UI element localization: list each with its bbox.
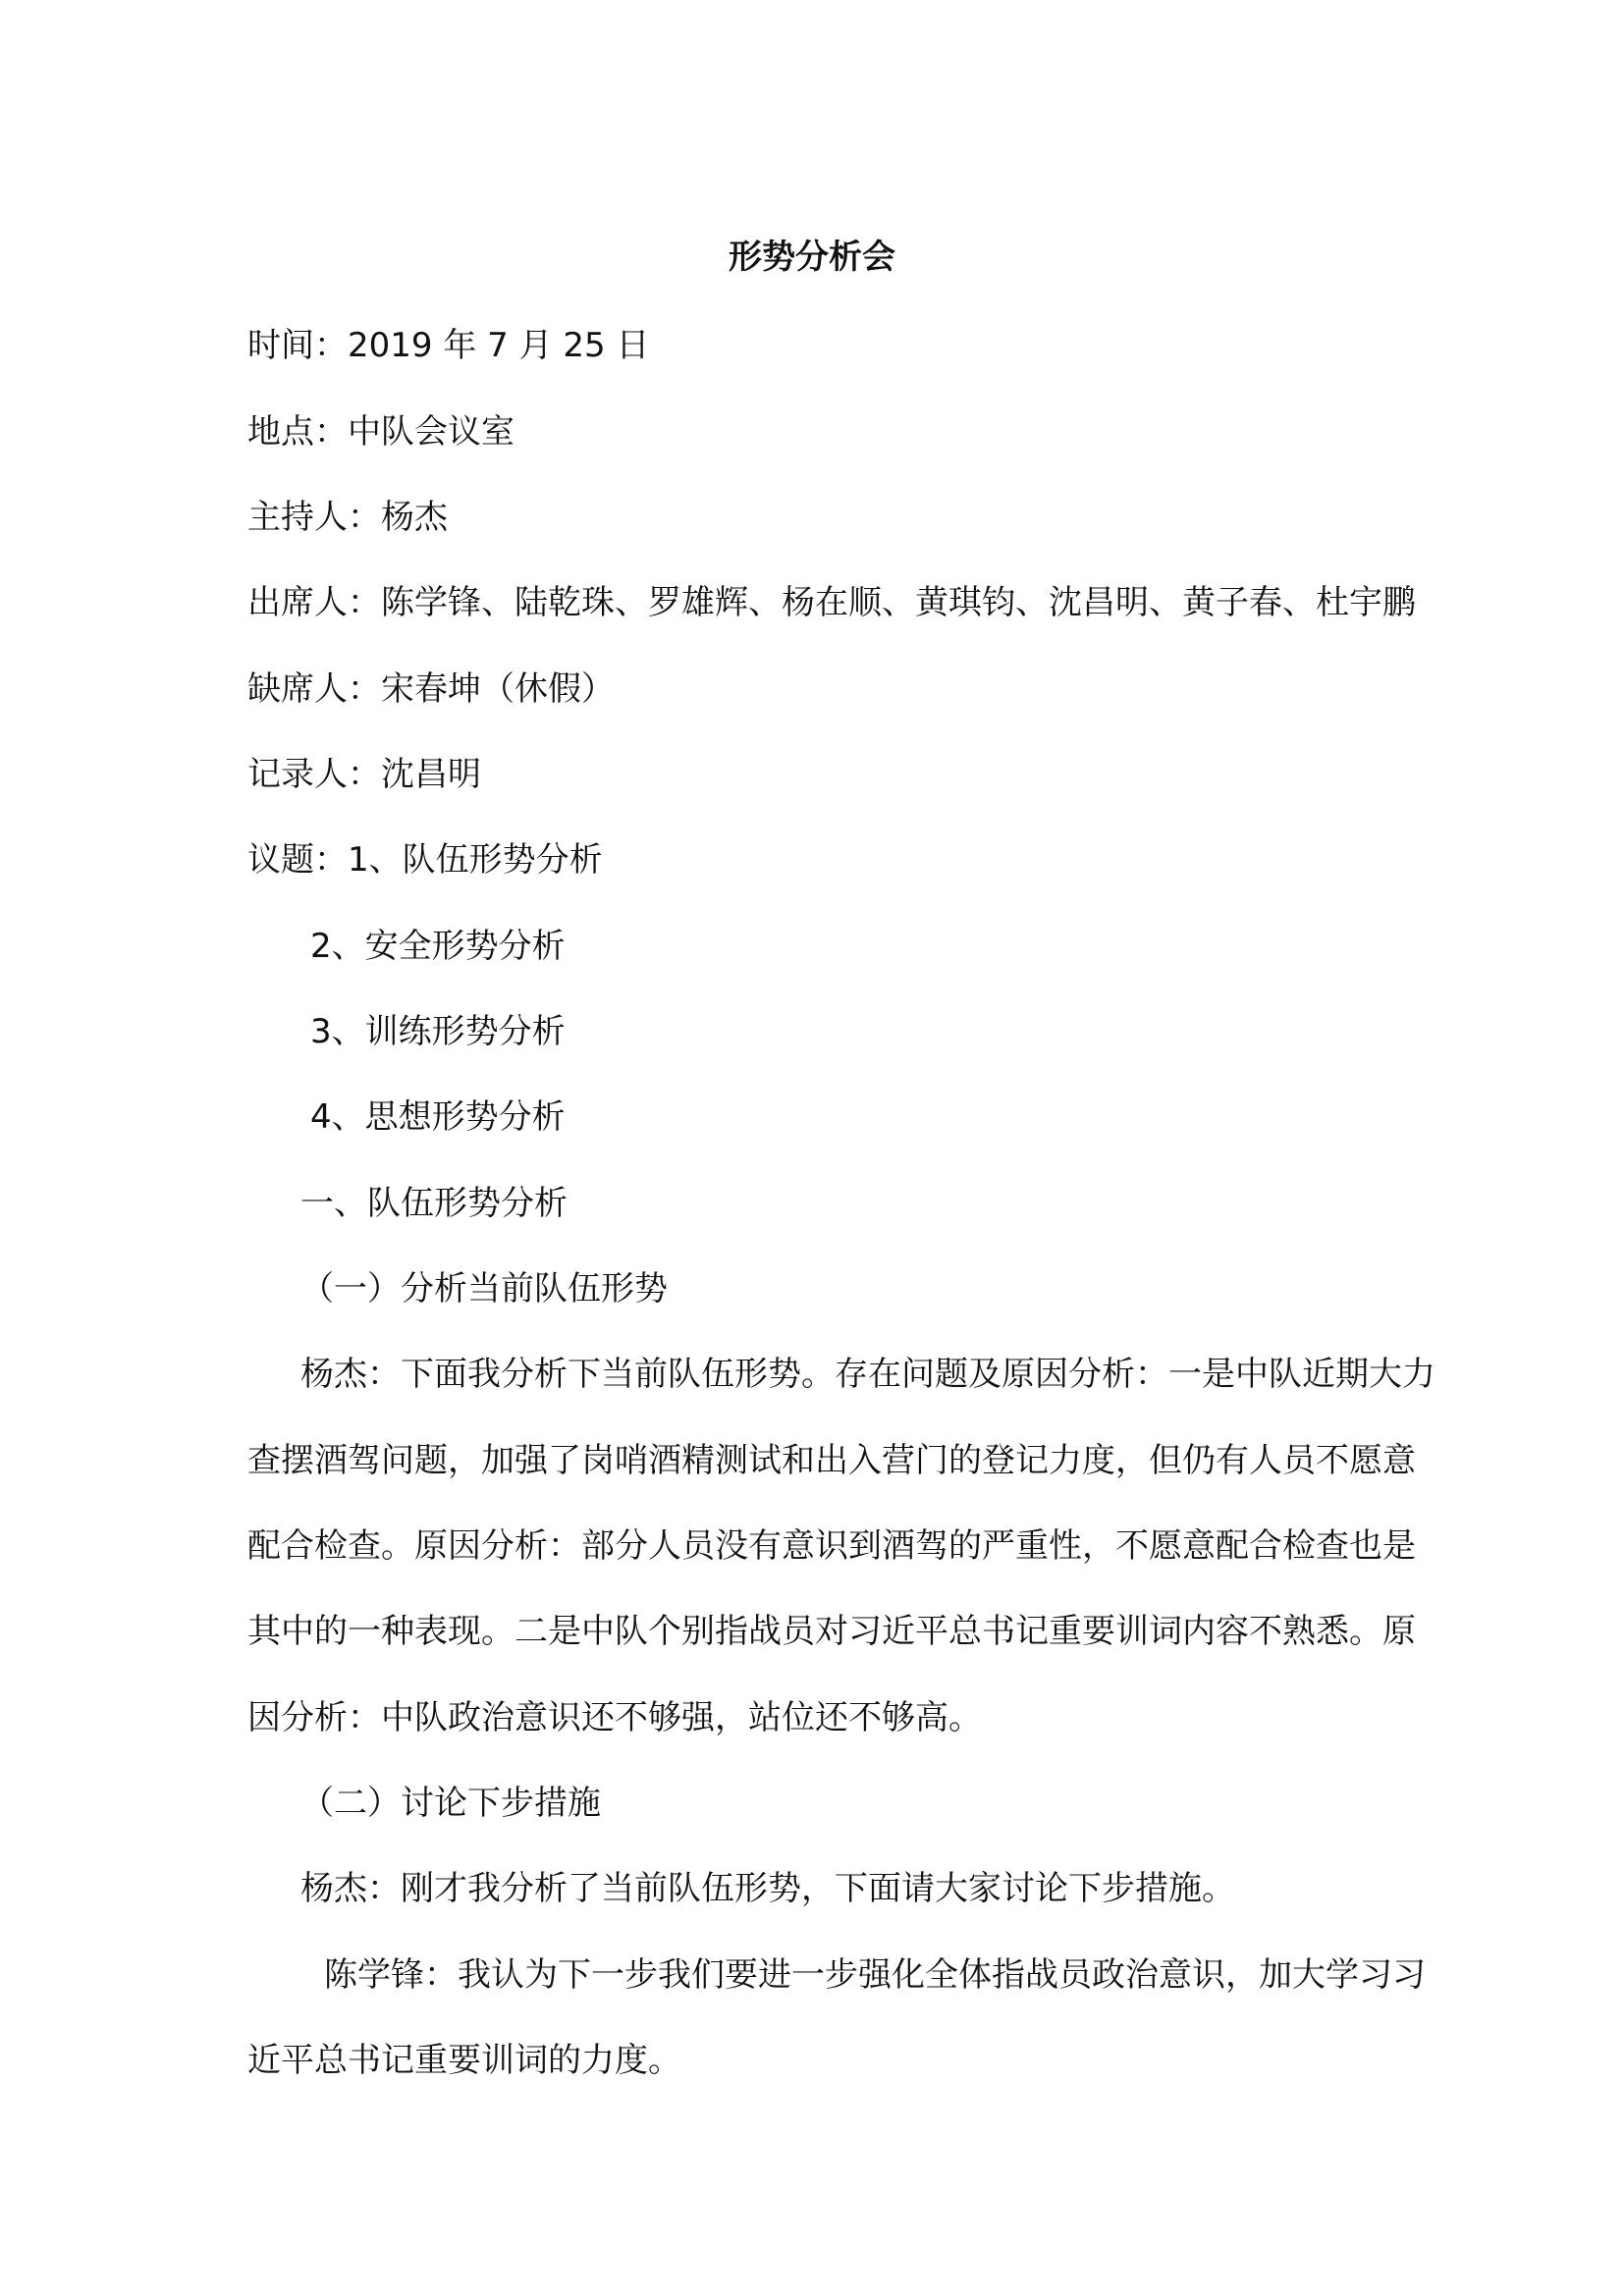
document-title: 形势分析会 (729, 238, 895, 277)
meeting-host: 主持人：杨杰 (247, 498, 448, 537)
paragraph-line: 配合检查。原因分析：部分人员没有意识到酒驾的严重性，不愿意配合检查也是 (247, 1526, 1416, 1566)
paragraph-line: 陈学锋：我认为下一步我们要进一步强化全体指战员政治意识，加大学习习 (324, 1955, 1426, 1995)
meeting-time: 时间：2019 年 7 月 25 日 (247, 326, 650, 365)
paragraph-line: 杨杰：下面我分析下当前队伍形势。存在问题及原因分析：一是中队近期大力 (300, 1355, 1435, 1394)
meeting-absent: 缺席人：宋春坤（休假） (247, 669, 615, 709)
subsection-heading: （二）讨论下步措施 (300, 1784, 601, 1823)
subsection-heading: （一）分析当前队伍形势 (300, 1269, 668, 1308)
paragraph-line: 查摆酒驾问题，加强了岗哨酒精测试和出入营门的登记力度，但仍有人员不愿意 (247, 1441, 1416, 1480)
agenda-item: 4、思想形势分析 (310, 1097, 566, 1137)
meeting-attendees: 出席人：陈学锋、陆乾珠、罗雄辉、杨在顺、黄琪钧、沈昌明、黄子春、杜宇鹏 (247, 583, 1416, 622)
agenda-item: 2、安全形势分析 (310, 927, 566, 966)
paragraph-line: 其中的一种表现。二是中队个别指战员对习近平总书记重要训词内容不熟悉。原 (247, 1612, 1416, 1651)
paragraph-line: 近平总书记重要训词的力度。 (247, 2041, 681, 2080)
agenda-first-item: 议题：1、队伍形势分析 (247, 840, 603, 880)
meeting-place: 地点：中队会议室 (247, 412, 514, 452)
paragraph-line: 因分析：中队政治意识还不够强，站位还不够高。 (247, 1698, 982, 1737)
meeting-recorder: 记录人：沈昌明 (247, 755, 481, 794)
paragraph-line: 杨杰：刚才我分析了当前队伍形势，下面请大家讨论下步措施。 (300, 1869, 1235, 1908)
agenda-item: 3、训练形势分析 (310, 1012, 566, 1051)
section-heading: 一、队伍形势分析 (300, 1184, 568, 1223)
